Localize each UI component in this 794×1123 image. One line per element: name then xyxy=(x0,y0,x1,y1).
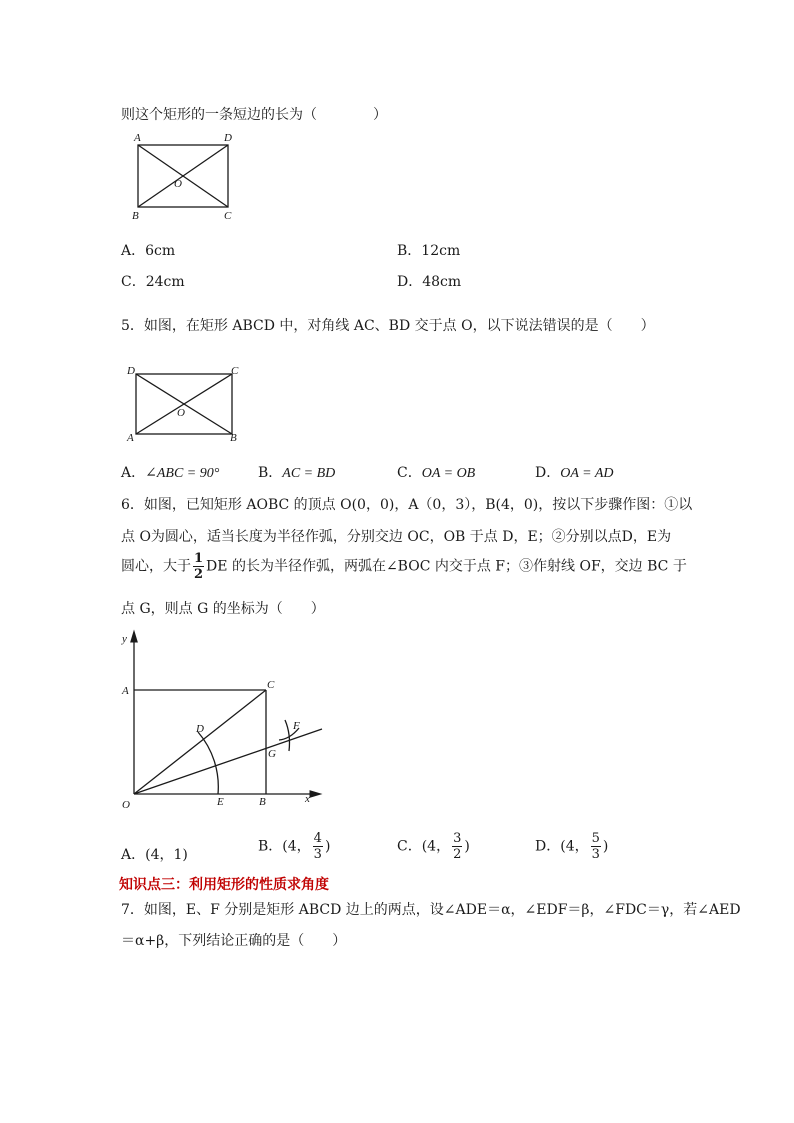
section3-title: 知识点三：利用矩形的性质求角度 xyxy=(119,877,329,893)
q7-stem-line2: ＝α+β，下列结论正确的是（ ） xyxy=(121,933,347,949)
q4-option-a[interactable] xyxy=(121,240,175,260)
q5-label-a: A xyxy=(127,432,134,444)
q6-half-numerator: 1 xyxy=(194,551,204,566)
q5-option-b-text: AC = BD xyxy=(282,466,336,481)
q5-option-c[interactable] xyxy=(397,462,475,482)
q6-stem-line1: 6．如图，已知矩形 AOBC 的顶点 O(0，0)，A（0，3），B(4，0)，按以下步骤作图：①以 xyxy=(121,497,693,513)
q6-ray-of xyxy=(134,729,322,794)
q4-option-d[interactable] xyxy=(397,271,461,291)
q6-label-b: B xyxy=(259,796,266,808)
q6-option-d-fraction: $\frac{5}{3}$ xyxy=(591,831,600,862)
q6-label-f: F xyxy=(293,720,300,732)
q4-label-c: C xyxy=(224,210,232,222)
q6-option-d[interactable] xyxy=(535,832,608,861)
q6-line3-post: DE 的长为半径作弧，两弧在∠BOC 内交于点 F；③作射线 OF，交边 BC 于 xyxy=(206,558,687,575)
q5-option-d-letter: D． xyxy=(535,465,561,481)
q5-label-o: O xyxy=(177,407,185,419)
q6-half-fraction xyxy=(193,552,204,581)
q4-rectangle-figure xyxy=(128,130,240,222)
q6-label-d: D xyxy=(196,723,204,735)
q6-option-d-pre: (4， xyxy=(560,838,589,855)
q4-label-o: O xyxy=(174,178,182,190)
q6-option-b-post: ) xyxy=(324,838,331,855)
q4-option-d-letter: D． xyxy=(397,274,423,290)
q5-option-a-text: ∠ABC = 90° xyxy=(145,466,220,481)
q6-stem-line2: 点 O为圆心，适当长度为半径作弧，分别交边 OC，OB 于点 D，E；②分别以点D，E为 xyxy=(121,529,672,545)
q6-label-a: A xyxy=(122,685,129,697)
q6-option-b-pre: (4， xyxy=(282,838,311,855)
q6-label-y: y xyxy=(122,633,127,645)
q6-option-a-text: (4，1) xyxy=(145,847,188,863)
q6-stem-line3 xyxy=(121,552,687,581)
q6-half-denominator: 2 xyxy=(194,567,204,582)
q5-label-c: C xyxy=(231,365,239,377)
q4-label-d: D xyxy=(224,132,232,144)
q6-label-o: O xyxy=(122,799,130,810)
q6-arc-f1 xyxy=(285,720,290,751)
q6-option-c-pre: (4， xyxy=(421,838,451,855)
q5-label-b: B xyxy=(230,432,237,444)
q6-line3-pre: 圆心，大于 xyxy=(121,558,191,575)
q6-label-c: C xyxy=(267,679,275,691)
q6-option-c-letter: C． xyxy=(397,838,422,855)
q4-option-b-letter: B． xyxy=(397,243,422,259)
q5-stem: 5．如图，在矩形 ABCD 中，对角线 AC、BD 交于点 O，以下说法错误的是（ ） xyxy=(121,318,655,334)
q5-label-d: D xyxy=(127,365,135,377)
q4-option-c-text: 24cm xyxy=(145,274,185,290)
q4-label-b: B xyxy=(132,210,139,222)
q4-option-c-letter: C． xyxy=(121,274,146,290)
q4-option-b-text: 12cm xyxy=(421,243,461,259)
q6-label-g: G xyxy=(268,748,276,760)
q6-option-b-letter: B． xyxy=(258,838,283,855)
q4-label-a: A xyxy=(134,132,141,144)
q6-label-x: x xyxy=(305,793,310,805)
q6-option-b-fraction: $\frac{4}{3}$ xyxy=(313,831,322,862)
q5-option-d-text: OA = AD xyxy=(560,466,614,481)
q5-rectangle-figure xyxy=(124,362,248,446)
q4-option-c[interactable] xyxy=(121,271,185,291)
q5-option-c-text: OA = OB xyxy=(421,466,476,481)
q6-option-b[interactable] xyxy=(258,832,330,861)
q4-option-d-text: 48cm xyxy=(422,274,462,290)
q6-option-c-fraction: $\frac{3}{2}$ xyxy=(453,831,462,862)
q5-option-b[interactable] xyxy=(258,462,335,482)
q5-option-a-letter: A． xyxy=(121,465,146,481)
q6-option-a[interactable] xyxy=(121,844,188,864)
q4-option-a-letter: A． xyxy=(121,243,146,259)
q6-option-d-letter: D． xyxy=(535,838,561,855)
q6-coordinate-figure xyxy=(115,628,330,810)
q5-option-d[interactable] xyxy=(535,462,614,482)
q6-option-a-letter: A． xyxy=(121,847,146,863)
q5-option-c-letter: C． xyxy=(397,465,422,481)
q6-option-c[interactable] xyxy=(397,832,470,861)
q4-stem-tail: 则这个矩形的一条短边的长为（ ） xyxy=(121,107,387,123)
q5-option-b-letter: B． xyxy=(258,465,283,481)
q6-label-e: E xyxy=(217,796,224,808)
q4-option-a-text: 6cm xyxy=(145,243,176,259)
q6-option-c-post: ) xyxy=(464,838,470,855)
q4-option-b[interactable] xyxy=(397,240,460,260)
q6-option-d-post: ) xyxy=(602,838,609,855)
q7-stem-line1: 7．如图，E、F 分别是矩形 ABCD 边上的两点，设∠ADE＝α，∠EDF＝β，∠FDC＝γ，若∠AED xyxy=(121,902,741,918)
q6-diagonal-oc xyxy=(134,690,266,794)
q6-stem-line4: 点 G，则点 G 的坐标为（ ） xyxy=(121,601,325,617)
q5-option-a[interactable] xyxy=(121,462,219,482)
